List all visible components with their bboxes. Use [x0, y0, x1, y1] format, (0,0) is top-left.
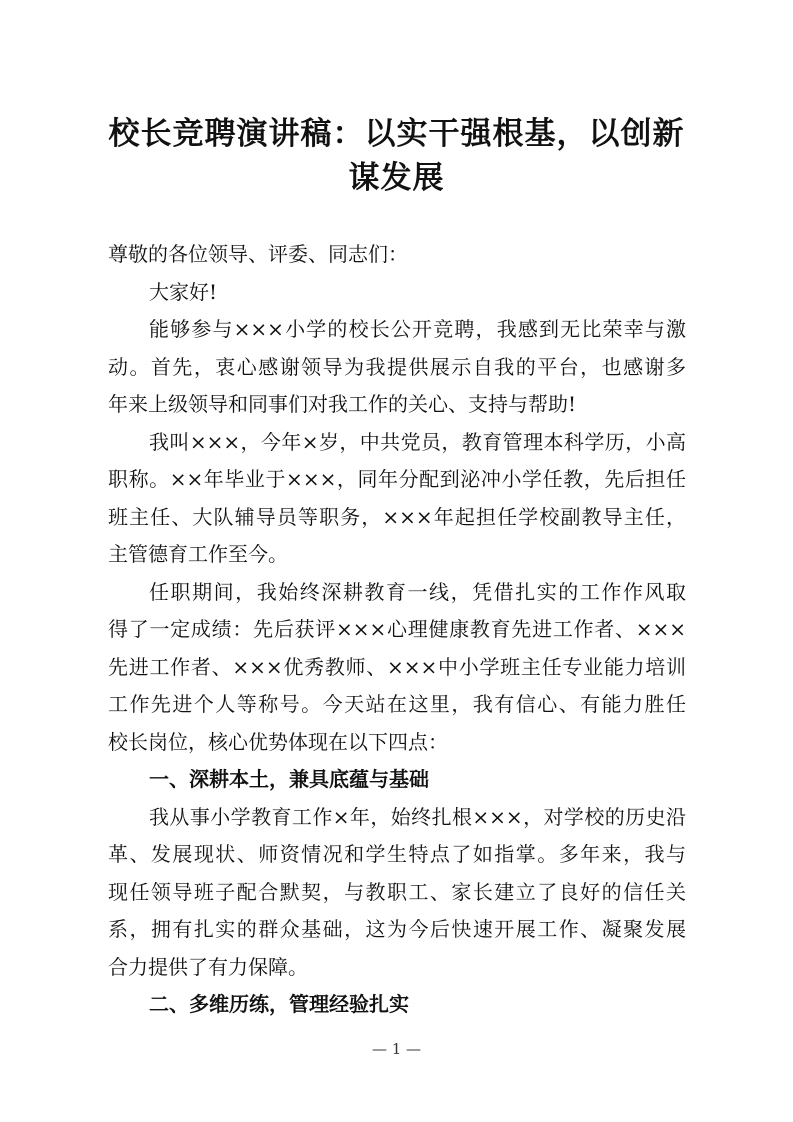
text-line: 年来上级领导和同事们对我工作的关心、支持与帮助! [108, 392, 577, 416]
text-line: 二、多维历练，管理经验扎实 [149, 992, 409, 1016]
text-line: 我从事小学教育工作×年，始终扎根×××，对学校的历史沿 [149, 804, 686, 829]
salutation [108, 236, 686, 274]
text-line: 动。首先，衷心感谢领导为我提供展示自我的平台，也感谢多 [108, 354, 686, 379]
text-line: 任职期间，我始终深耕教育一线，凭借扎实的工作作风取 [149, 579, 686, 604]
document-body [108, 236, 686, 1024]
text-line: 系，拥有扎实的群众基础，这为今后快速开展工作、凝聚发展 [108, 917, 686, 941]
text-line: 一、深耕本土，兼具底蕴与基础 [149, 767, 429, 791]
text-line: 职称。××年毕业于×××，同年分配到泌冲小学任教，先后担任 [108, 467, 686, 491]
paragraph [108, 274, 686, 312]
text-line: 现任领导班子配合默契，与教职工、家长建立了良好的信任关 [108, 879, 686, 904]
paragraph [108, 424, 686, 574]
title-line-1: 校长竞聘演讲稿：以实干强根基，以创新 [108, 116, 685, 152]
text-line: 校长岗位，核心优势体现在以下四点： [108, 729, 448, 754]
text-line: 能够参与×××小学的校长公开竞聘，我感到无比荣幸与激 [149, 317, 686, 341]
text-line: 工作先进个人等称号。今天站在这里，我有信心、有能力胜任 [108, 692, 686, 716]
paragraph [108, 311, 686, 424]
text-line: 先进工作者、×××优秀教师、×××中小学班主任专业能力培训 [108, 654, 686, 679]
text-line: 得了一定成绩：先后获评×××心理健康教育先进工作者、××× [108, 617, 686, 641]
text-line: 我叫×××，今年×岁，中共党员，教育管理本科学历，小高 [149, 429, 686, 454]
section-heading [108, 761, 686, 799]
text-line: 大家好! [149, 279, 218, 304]
section-heading [108, 986, 686, 1024]
page-number: — 1 — [371, 1040, 422, 1058]
text-line: 革、发展现状、师资情况和学生特点了如指掌。多年来，我与 [108, 842, 686, 866]
text-line: 尊敬的各位领导、评委、同志们： [108, 242, 408, 266]
paragraph [108, 574, 686, 762]
paragraph [108, 799, 686, 987]
text-line: 合力提供了有力保障。 [108, 954, 308, 979]
document-title [90, 112, 703, 200]
title-line-2: 谋发展 [348, 160, 445, 196]
text-line: 班主任、大队辅导员等职务，×××年起担任学校副教导主任， [108, 504, 686, 529]
text-line: 主管德育工作至今。 [108, 542, 288, 566]
